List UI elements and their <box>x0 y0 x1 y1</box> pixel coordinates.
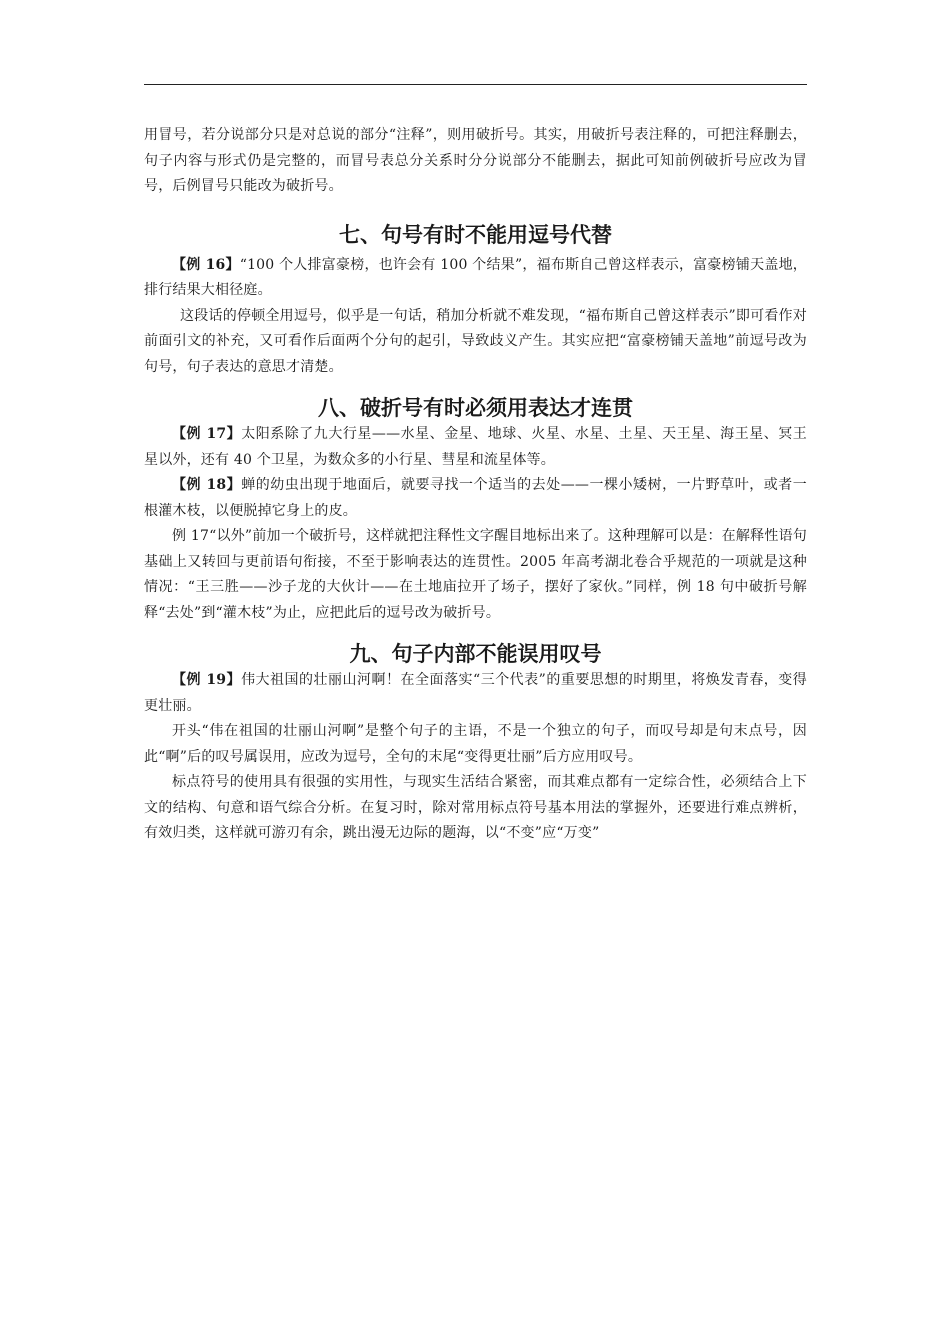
section-7-heading: 七、句号有时不能用逗号代替 <box>339 222 612 247</box>
example-19-paragraph <box>144 668 807 719</box>
section-8-analysis: 例 17“以外”前加一个破折号，这样就把注释性文字醒目地标出来了。这种理解可以是：在解释性语句基础上又转回与更前语句衔接，不至于影响表达的连贯性。2005 年高考湖北卷合乎规范的一项就是这种情况：“王三胜——沙子龙的大伙计——在土地庙拉开了场子，摆好了家伙。”同样，例 18 句中破折号解释“去处”到“灌木枝”为止，应把此后的逗号改为破折号。 <box>144 528 807 621</box>
example-17-paragraph <box>144 422 807 473</box>
example-19-tag: 【例 19】 <box>172 672 242 688</box>
section-9-analysis: 开头“伟在祖国的壮丽山河啊”是整个句子的主语，不是一个独立的句子，而叹号却是句末点号，因此“啊”后的叹号属误用，应改为逗号，全句的末尾“变得更壮丽”后方应用叹号。 <box>144 723 807 765</box>
section-8-heading: 八、破折号有时必须用表达才连贯 <box>318 396 633 420</box>
conclusion-paragraph: 标点符号的使用具有很强的实用性，与现实生活结合紧密，而其难点都有一定综合性，必须结合上下文的结构、句意和语气综合分析。在复习时，除对常用标点符号基本用法的掌握外，还要进行难点辨析，有效归类，这样就可游刃有余，跳出漫无边际的题海，以“不变”应“万变” <box>144 774 807 841</box>
example-18-tag: 【例 18】 <box>172 477 242 493</box>
example-17-tag: 【例 17】 <box>172 426 242 442</box>
example-18-paragraph <box>144 473 807 524</box>
example-17-text: 太阳系除了九大行星——水星、金星、地球、火星、水星、土星、天王星、海王星、冥王星以外，还有 40 个卫星，为数众多的小行星、彗星和流星体等。 <box>144 426 807 468</box>
example-18-text: 蝉的幼虫出现于地面后，就要寻找一个适当的去处——一棵小矮树，一片野草叶，或者一根灌木枝，以便脱掉它身上的皮。 <box>144 477 807 519</box>
example-16-paragraph <box>144 253 807 304</box>
example-16-tag: 【例 16】 <box>172 256 240 273</box>
section-7-analysis: 这段话的停顿全用逗号，似乎是一句话，稍加分析就不难发现，“福布斯自己曾这样表示”即可看作对前面引文的补充，又可看作后面两个分句的起引，导致歧义产生。其实应把“富豪榜铺天盖地”前逗号改为句号，句子表达的意思才清楚。 <box>144 307 807 375</box>
intro-paragraph: 用冒号，若分说部分只是对总说的部分“注释”，则用破折号。其实，用破折号表注释的，可把注释删去，句子内容与形式仍是完整的，而冒号表总分关系时分分说部分不能删去，据此可知前例破折号应改为冒号，后例冒号只能改为破折号。 <box>144 127 807 194</box>
document-body <box>144 123 807 847</box>
example-19-text: 伟大祖国的壮丽山河啊！在全面落实“三个代表”的重要思想的时期里，将焕发青春，变得更壮丽。 <box>144 672 808 714</box>
header-rule <box>144 84 807 85</box>
section-9-heading: 九、句子内部不能误用叹号 <box>349 642 602 666</box>
example-16-text: “100 个人排富豪榜，也许会有 100 个结果”，福布斯自己曾这样表示，富豪榜铺天盖地，排行结果大相径庭。 <box>144 256 807 298</box>
